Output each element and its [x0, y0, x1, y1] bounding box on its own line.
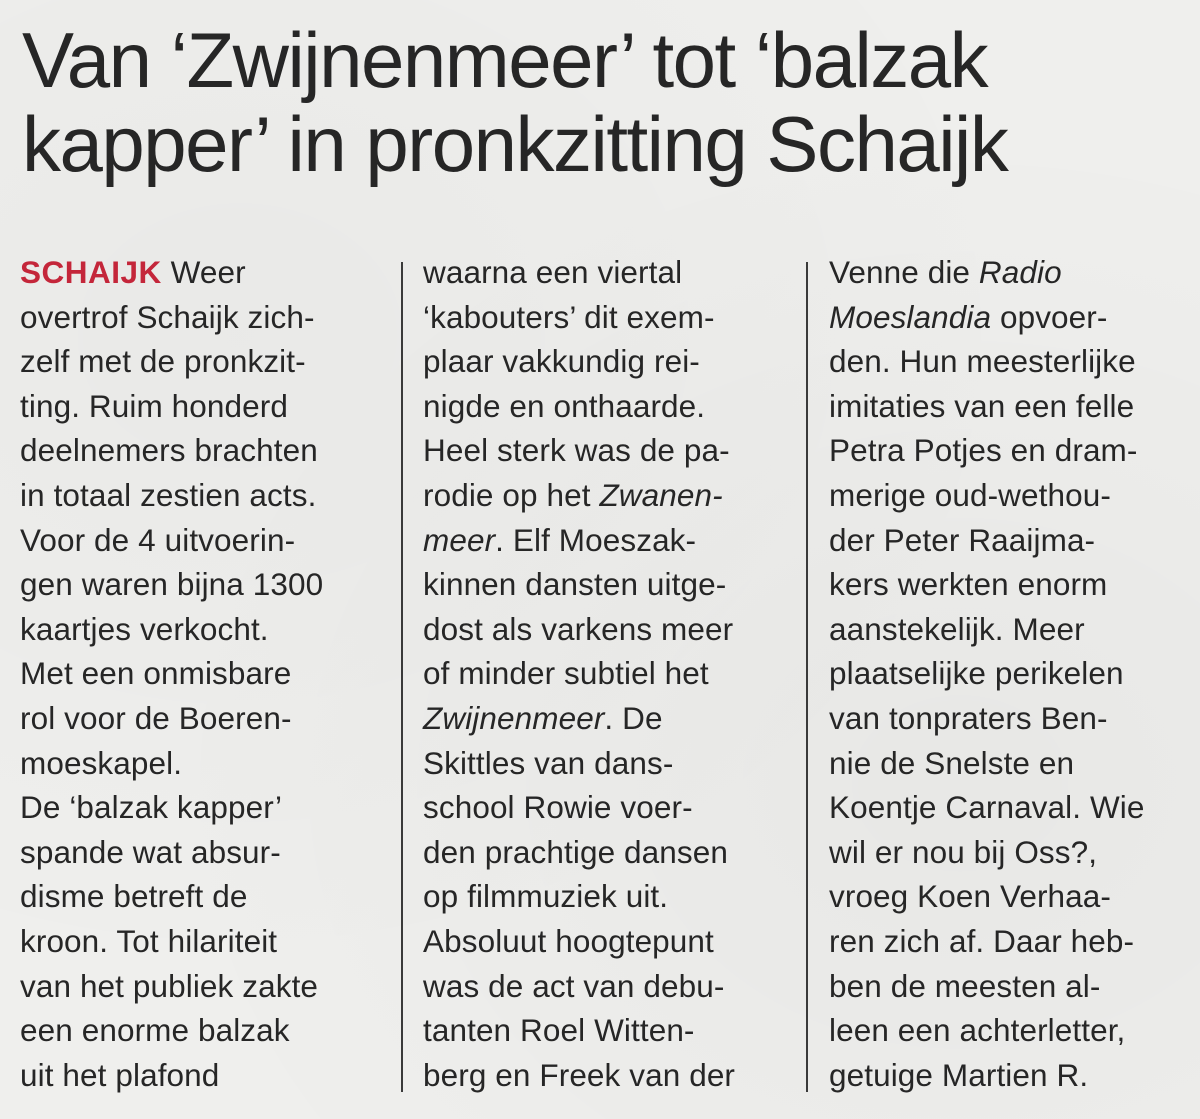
body-line: een enorme balzak: [20, 1012, 290, 1049]
body-line: overtrof Schaijk zich-: [20, 298, 315, 335]
body-line: Voor de 4 uitvoerin-: [20, 521, 296, 558]
body-line: vroeg Koen Verhaa-: [829, 878, 1111, 915]
body-line: moeskapel.: [20, 744, 183, 781]
body-line: [829, 250, 1189, 295]
body-line: wil er nou bij Oss?,: [829, 833, 1098, 870]
article-headline: [22, 18, 1192, 186]
body-line: imitaties van een felle: [829, 387, 1135, 424]
body-line: Skittles van dans-: [423, 744, 674, 781]
body-line: Met een onmisbare: [20, 655, 292, 692]
body-line: kers werkten enorm: [829, 566, 1108, 603]
body-line: ben de meesten al-: [829, 967, 1101, 1004]
body-line: van het publiek zakte: [20, 967, 319, 1004]
body-line: school Rowie voer-: [423, 789, 693, 826]
body-line: ting. Ruim honderd: [20, 387, 288, 424]
body-line: den. Hun meesterlijke: [829, 343, 1136, 380]
body-line: kaartjes verkocht.: [20, 610, 269, 647]
italic-title: Moeslandia: [829, 298, 992, 335]
body-line: in totaal zestien acts.: [20, 476, 317, 513]
headline-line-2: kapper’ in pronkzitting Schaijk: [22, 100, 1008, 188]
body-line: [423, 518, 783, 563]
body-line: ‘kabouters’ dit exem-: [423, 298, 715, 335]
article-column-1: [20, 250, 380, 1097]
body-line: tanten Roel Witten-: [423, 1012, 695, 1049]
body-line: berg en Freek van der: [423, 1056, 736, 1093]
body-line: dost als varkens meer: [423, 610, 734, 647]
body-line: Absoluut hoogtepunt: [423, 922, 714, 959]
body-line: [20, 250, 380, 295]
column-divider: [401, 262, 403, 1092]
body-line: De ‘balzak kapper’: [20, 789, 283, 826]
body-line: [423, 696, 783, 741]
body-line: plaatselijke perikelen: [829, 655, 1124, 692]
article-column-3: [829, 250, 1189, 1097]
body-line: gen waren bijna 1300: [20, 566, 324, 603]
body-line: of minder subtiel het: [423, 655, 709, 692]
body-line: Petra Potjes en dram-: [829, 432, 1138, 469]
body-line: plaar vakkundig rei-: [423, 343, 700, 380]
body-line: getuige Martien R.: [829, 1056, 1089, 1093]
body-text: Venne die: [829, 254, 979, 290]
body-line: Heel sterk was de pa-: [423, 432, 730, 469]
article-column-2: [423, 250, 783, 1097]
body-line: van tonpraters Ben-: [829, 699, 1108, 736]
body-line: nie de Snelste en: [829, 744, 1075, 781]
italic-title: Zwanen-: [599, 476, 723, 513]
body-line: op filmmuziek uit.: [423, 878, 669, 915]
body-line: deelnemers brachten: [20, 432, 318, 469]
body-line: aanstekelijk. Meer: [829, 610, 1085, 647]
body-line: [423, 473, 783, 518]
body-line: waarna een viertal: [423, 254, 683, 290]
body-line: leen een achterletter,: [829, 1012, 1126, 1049]
body-line: ren zich af. Daar heb-: [829, 922, 1135, 959]
body-text: . Elf Moeszak-: [495, 521, 697, 558]
body-line: merige oud-wethou-: [829, 476, 1111, 513]
body-line: rol voor de Boeren-: [20, 699, 292, 736]
body-line: Koentje Carnaval. Wie: [829, 789, 1145, 826]
body-line: uit het plafond: [20, 1056, 220, 1093]
body-line: nigde en onthaarde.: [423, 387, 706, 424]
body-line: zelf met de pronkzit-: [20, 343, 306, 380]
body-line: kroon. Tot hilariteit: [20, 922, 278, 959]
body-text: opvoer-: [991, 298, 1108, 335]
body-text: rodie op het: [423, 476, 600, 513]
body-line: der Peter Raaijma-: [829, 521, 1096, 558]
body-line: disme betreft de: [20, 878, 248, 915]
dateline: SCHAIJK: [20, 254, 162, 290]
italic-title: Zwijnenmeer: [423, 699, 605, 736]
italic-title: meer: [423, 521, 496, 558]
italic-title: Radio: [978, 254, 1062, 290]
column-divider: [806, 262, 808, 1092]
body-text: Weer: [161, 254, 246, 290]
body-line: kinnen dansten uitge-: [423, 566, 727, 603]
body-line: was de act van debu-: [423, 967, 725, 1004]
body-line: den prachtige dansen: [423, 833, 728, 870]
body-line: [829, 295, 1189, 340]
body-line: spande wat absur-: [20, 833, 281, 870]
headline-line-1: Van ‘Zwijnenmeer’ tot ‘balzak: [22, 16, 988, 104]
body-text: . De: [604, 699, 663, 736]
